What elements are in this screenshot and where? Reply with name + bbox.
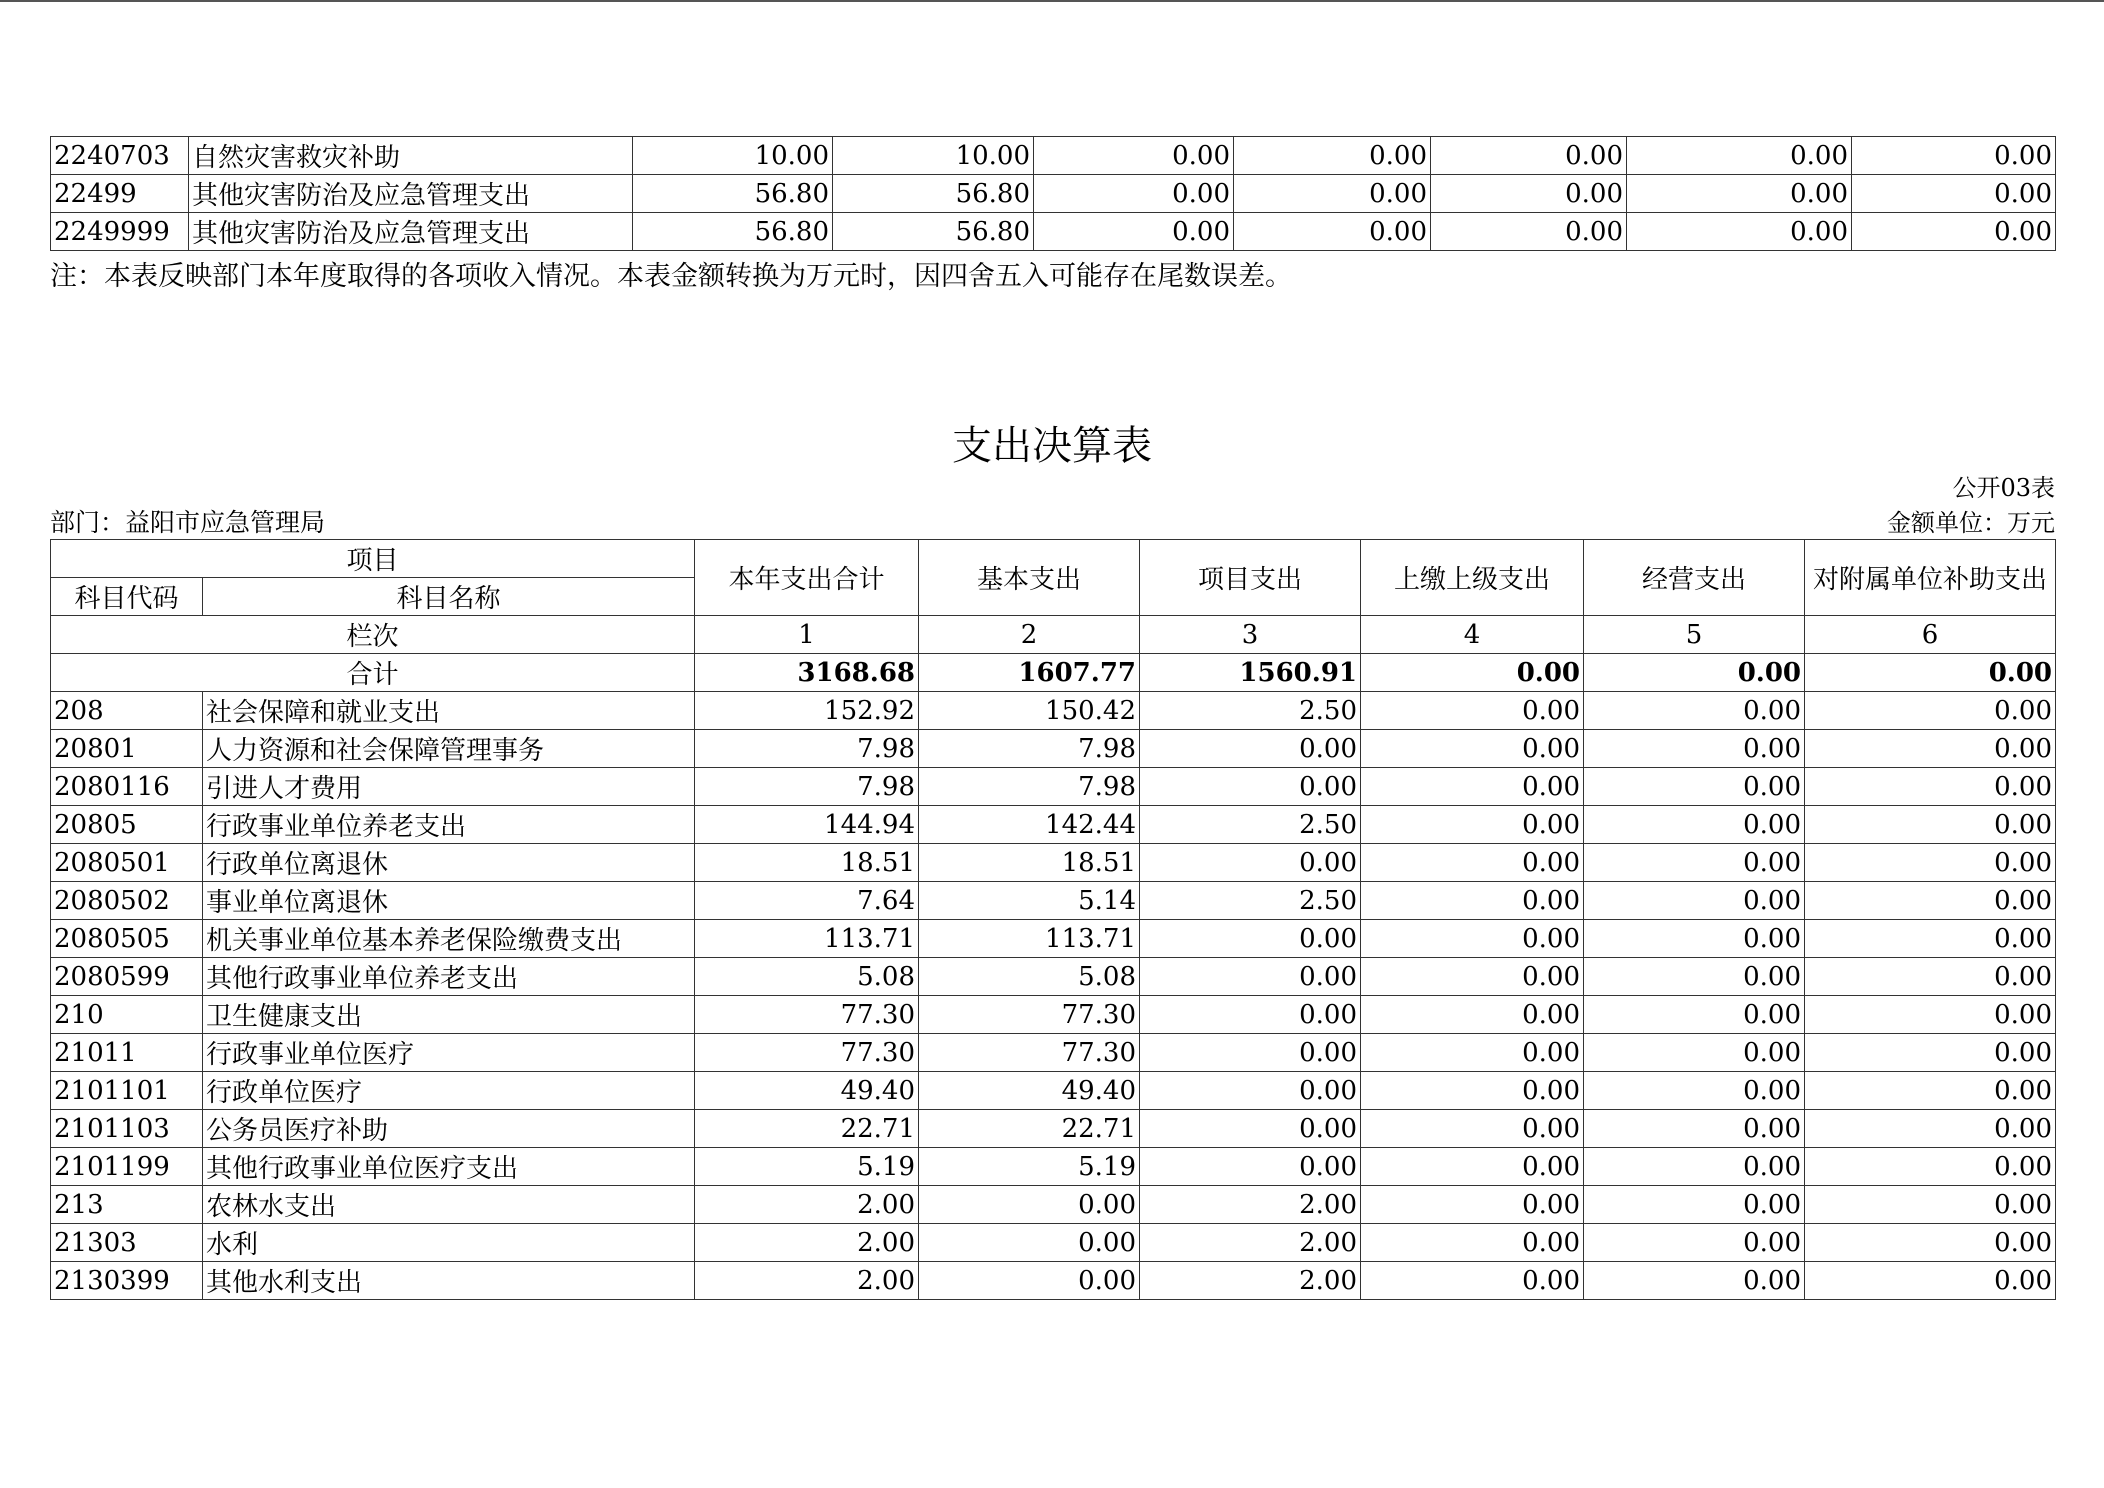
amount-cell: 0.00 bbox=[1805, 1072, 2056, 1110]
amount-cell: 0.00 bbox=[1584, 1224, 1805, 1262]
amount-cell: 0.00 bbox=[1361, 692, 1584, 730]
expenditure-table bbox=[50, 539, 2056, 1300]
amount-cell: 0.00 bbox=[1584, 692, 1805, 730]
amount-cell: 56.80 bbox=[833, 175, 1034, 213]
subject-code: 20805 bbox=[51, 806, 203, 844]
amount-cell: 0.00 bbox=[1805, 882, 2056, 920]
subject-code: 2240703 bbox=[51, 137, 189, 175]
subject-code: 2080116 bbox=[51, 768, 203, 806]
amount-cell: 0.00 bbox=[1805, 996, 2056, 1034]
amount-cell: 0.00 bbox=[1140, 844, 1361, 882]
amount-unit-label: 金额单位：万元 bbox=[1887, 509, 2055, 537]
amount-cell: 49.40 bbox=[695, 1072, 919, 1110]
seq-row bbox=[51, 616, 2056, 654]
seq-cell: 5 bbox=[1584, 616, 1805, 654]
amount-cell: 0.00 bbox=[1627, 137, 1852, 175]
amount-cell: 77.30 bbox=[695, 1034, 919, 1072]
amount-cell: 0.00 bbox=[1584, 1072, 1805, 1110]
amount-cell: 7.64 bbox=[695, 882, 919, 920]
amount-cell: 113.71 bbox=[695, 920, 919, 958]
amount-cell: 0.00 bbox=[1234, 175, 1431, 213]
subject-name: 其他行政事业单位养老支出 bbox=[203, 958, 695, 996]
amount-cell: 2.00 bbox=[695, 1186, 919, 1224]
total-value: 0.00 bbox=[1584, 654, 1805, 692]
table-row bbox=[51, 692, 2056, 730]
seq-cell: 2 bbox=[919, 616, 1140, 654]
amount-cell: 0.00 bbox=[1805, 806, 2056, 844]
amount-cell: 5.08 bbox=[695, 958, 919, 996]
amount-cell: 0.00 bbox=[1584, 844, 1805, 882]
amount-cell: 0.00 bbox=[1361, 1034, 1584, 1072]
amount-cell: 0.00 bbox=[1584, 1262, 1805, 1300]
page-top-border bbox=[0, 0, 2104, 2]
table-row bbox=[51, 730, 2056, 768]
header-col-remit: 上缴上级支出 bbox=[1361, 540, 1584, 616]
subject-name: 农林水支出 bbox=[203, 1186, 695, 1224]
amount-cell: 0.00 bbox=[1140, 730, 1361, 768]
amount-cell: 0.00 bbox=[1361, 1224, 1584, 1262]
amount-cell: 0.00 bbox=[1361, 958, 1584, 996]
amount-cell: 5.08 bbox=[919, 958, 1140, 996]
amount-cell: 0.00 bbox=[1361, 1148, 1584, 1186]
amount-cell: 0.00 bbox=[1805, 844, 2056, 882]
subject-code: 2080599 bbox=[51, 958, 203, 996]
amount-cell: 0.00 bbox=[1034, 213, 1234, 251]
subject-name: 卫生健康支出 bbox=[203, 996, 695, 1034]
total-value: 1560.91 bbox=[1140, 654, 1361, 692]
amount-cell: 0.00 bbox=[1805, 1224, 2056, 1262]
amount-cell: 0.00 bbox=[1140, 1034, 1361, 1072]
amount-cell: 0.00 bbox=[1805, 768, 2056, 806]
amount-cell: 0.00 bbox=[1361, 996, 1584, 1034]
subject-code: 2080502 bbox=[51, 882, 203, 920]
amount-cell: 77.30 bbox=[695, 996, 919, 1034]
amount-cell: 0.00 bbox=[1584, 730, 1805, 768]
subject-code: 2249999 bbox=[51, 213, 189, 251]
table-row bbox=[51, 996, 2056, 1034]
amount-cell: 0.00 bbox=[1805, 1034, 2056, 1072]
amount-cell: 2.00 bbox=[1140, 1186, 1361, 1224]
subject-name: 行政事业单位养老支出 bbox=[203, 806, 695, 844]
amount-cell: 0.00 bbox=[919, 1262, 1140, 1300]
page-title: 支出决算表 bbox=[952, 423, 1152, 469]
table-row bbox=[51, 1224, 2056, 1262]
amount-cell: 0.00 bbox=[1140, 1072, 1361, 1110]
form-number: 公开03表 bbox=[1952, 474, 2055, 502]
amount-cell: 0.00 bbox=[1805, 730, 2056, 768]
subject-name: 社会保障和就业支出 bbox=[203, 692, 695, 730]
amount-cell: 0.00 bbox=[1431, 213, 1627, 251]
table-row bbox=[51, 806, 2056, 844]
department-label: 部门：益阳市应急管理局 bbox=[50, 508, 326, 537]
amount-cell: 0.00 bbox=[1805, 1262, 2056, 1300]
amount-cell: 49.40 bbox=[919, 1072, 1140, 1110]
amount-cell: 7.98 bbox=[919, 768, 1140, 806]
total-value: 3168.68 bbox=[695, 654, 919, 692]
amount-cell: 2.00 bbox=[695, 1262, 919, 1300]
seq-cell: 6 bbox=[1805, 616, 2056, 654]
amount-cell: 77.30 bbox=[919, 996, 1140, 1034]
amount-cell: 0.00 bbox=[1627, 175, 1852, 213]
subject-code: 22499 bbox=[51, 175, 189, 213]
total-row bbox=[51, 654, 2056, 692]
amount-cell: 0.00 bbox=[1140, 1148, 1361, 1186]
amount-cell: 56.80 bbox=[833, 213, 1034, 251]
subject-name: 事业单位离退休 bbox=[203, 882, 695, 920]
amount-cell: 0.00 bbox=[1361, 730, 1584, 768]
header-col-subsidy: 对附属单位补助支出 bbox=[1805, 540, 2056, 616]
amount-cell: 0.00 bbox=[1361, 1262, 1584, 1300]
total-value: 1607.77 bbox=[919, 654, 1140, 692]
amount-cell: 0.00 bbox=[1584, 920, 1805, 958]
amount-cell: 2.00 bbox=[1140, 1224, 1361, 1262]
subject-code: 2080505 bbox=[51, 920, 203, 958]
amount-cell: 0.00 bbox=[1584, 806, 1805, 844]
amount-cell: 0.00 bbox=[1140, 1110, 1361, 1148]
amount-cell: 0.00 bbox=[1584, 958, 1805, 996]
subject-code: 20801 bbox=[51, 730, 203, 768]
amount-cell: 0.00 bbox=[1361, 1072, 1584, 1110]
table-row bbox=[51, 768, 2056, 806]
amount-cell: 0.00 bbox=[1805, 958, 2056, 996]
subject-code: 210 bbox=[51, 996, 203, 1034]
amount-cell: 0.00 bbox=[1140, 768, 1361, 806]
table-row bbox=[51, 213, 2056, 251]
amount-cell: 150.42 bbox=[919, 692, 1140, 730]
amount-cell: 0.00 bbox=[1805, 1110, 2056, 1148]
amount-cell: 0.00 bbox=[919, 1186, 1140, 1224]
subject-code: 2101199 bbox=[51, 1148, 203, 1186]
amount-cell: 18.51 bbox=[695, 844, 919, 882]
amount-cell: 77.30 bbox=[919, 1034, 1140, 1072]
table-row bbox=[51, 920, 2056, 958]
subject-name: 其他水利支出 bbox=[203, 1262, 695, 1300]
amount-cell: 56.80 bbox=[633, 175, 833, 213]
amount-cell: 2.00 bbox=[1140, 1262, 1361, 1300]
subject-name: 其他灾害防治及应急管理支出 bbox=[189, 213, 633, 251]
amount-cell: 0.00 bbox=[1140, 958, 1361, 996]
amount-cell: 0.00 bbox=[1584, 768, 1805, 806]
table-note: 注：本表反映部门本年度取得的各项收入情况。本表金额转换为万元时，因四舍五入可能存在尾数误差。 bbox=[50, 261, 1292, 292]
amount-cell: 0.00 bbox=[1361, 844, 1584, 882]
header-code: 科目代码 bbox=[51, 578, 203, 616]
table-row bbox=[51, 882, 2056, 920]
subject-code: 21303 bbox=[51, 1224, 203, 1262]
amount-cell: 22.71 bbox=[695, 1110, 919, 1148]
subject-name: 人力资源和社会保障管理事务 bbox=[203, 730, 695, 768]
table-row bbox=[51, 844, 2056, 882]
amount-cell: 0.00 bbox=[1584, 1034, 1805, 1072]
amount-cell: 0.00 bbox=[1234, 213, 1431, 251]
amount-cell: 2.00 bbox=[695, 1224, 919, 1262]
amount-cell: 0.00 bbox=[1140, 920, 1361, 958]
amount-cell: 0.00 bbox=[1034, 175, 1234, 213]
header-col-operating: 经营支出 bbox=[1584, 540, 1805, 616]
amount-cell: 10.00 bbox=[833, 137, 1034, 175]
amount-cell: 0.00 bbox=[1361, 768, 1584, 806]
amount-cell: 152.92 bbox=[695, 692, 919, 730]
amount-cell: 5.19 bbox=[919, 1148, 1140, 1186]
amount-cell: 0.00 bbox=[1584, 1110, 1805, 1148]
subject-name: 水利 bbox=[203, 1224, 695, 1262]
amount-cell: 0.00 bbox=[1234, 137, 1431, 175]
amount-cell: 0.00 bbox=[1805, 1148, 2056, 1186]
header-col-project: 项目支出 bbox=[1140, 540, 1361, 616]
seq-label: 栏次 bbox=[51, 616, 695, 654]
amount-cell: 0.00 bbox=[1361, 882, 1584, 920]
amount-cell: 0.00 bbox=[1361, 920, 1584, 958]
header-name: 科目名称 bbox=[203, 578, 695, 616]
amount-cell: 0.00 bbox=[1140, 996, 1361, 1034]
amount-cell: 0.00 bbox=[1431, 175, 1627, 213]
amount-cell: 0.00 bbox=[1805, 920, 2056, 958]
amount-cell: 0.00 bbox=[1805, 692, 2056, 730]
seq-cell: 1 bbox=[695, 616, 919, 654]
header-item: 项目 bbox=[51, 540, 695, 578]
subject-code: 208 bbox=[51, 692, 203, 730]
amount-cell: 7.98 bbox=[919, 730, 1140, 768]
subject-code: 21011 bbox=[51, 1034, 203, 1072]
amount-cell: 113.71 bbox=[919, 920, 1140, 958]
amount-cell: 0.00 bbox=[1627, 213, 1852, 251]
subject-name: 引进人才费用 bbox=[203, 768, 695, 806]
amount-cell: 142.44 bbox=[919, 806, 1140, 844]
amount-cell: 5.19 bbox=[695, 1148, 919, 1186]
total-value: 0.00 bbox=[1805, 654, 2056, 692]
subject-name: 其他行政事业单位医疗支出 bbox=[203, 1148, 695, 1186]
amount-cell: 18.51 bbox=[919, 844, 1140, 882]
header-row-1 bbox=[51, 540, 2056, 578]
amount-cell: 56.80 bbox=[633, 213, 833, 251]
subject-name: 行政单位离退休 bbox=[203, 844, 695, 882]
table-row bbox=[51, 137, 2056, 175]
income-table-continuation bbox=[50, 136, 2056, 251]
amount-cell: 5.14 bbox=[919, 882, 1140, 920]
amount-cell: 7.98 bbox=[695, 768, 919, 806]
amount-cell: 0.00 bbox=[1361, 1110, 1584, 1148]
amount-cell: 144.94 bbox=[695, 806, 919, 844]
table-row bbox=[51, 1148, 2056, 1186]
total-label: 合计 bbox=[51, 654, 695, 692]
total-value: 0.00 bbox=[1361, 654, 1584, 692]
table-row bbox=[51, 1262, 2056, 1300]
subject-name: 公务员医疗补助 bbox=[203, 1110, 695, 1148]
amount-cell: 0.00 bbox=[1852, 213, 2056, 251]
subject-name: 行政事业单位医疗 bbox=[203, 1034, 695, 1072]
header-col-basic: 基本支出 bbox=[919, 540, 1140, 616]
table-row bbox=[51, 958, 2056, 996]
seq-cell: 4 bbox=[1361, 616, 1584, 654]
subject-name: 其他灾害防治及应急管理支出 bbox=[189, 175, 633, 213]
amount-cell: 0.00 bbox=[1805, 1186, 2056, 1224]
amount-cell: 0.00 bbox=[1361, 1186, 1584, 1224]
subject-name: 行政单位医疗 bbox=[203, 1072, 695, 1110]
subject-name: 自然灾害救灾补助 bbox=[189, 137, 633, 175]
amount-cell: 0.00 bbox=[1584, 1148, 1805, 1186]
amount-cell: 7.98 bbox=[695, 730, 919, 768]
amount-cell: 0.00 bbox=[1852, 175, 2056, 213]
amount-cell: 0.00 bbox=[1584, 1186, 1805, 1224]
amount-cell: 2.50 bbox=[1140, 692, 1361, 730]
subject-name: 机关事业单位基本养老保险缴费支出 bbox=[203, 920, 695, 958]
subject-code: 2101103 bbox=[51, 1110, 203, 1148]
seq-cell: 3 bbox=[1140, 616, 1361, 654]
amount-cell: 0.00 bbox=[1852, 137, 2056, 175]
subject-code: 2130399 bbox=[51, 1262, 203, 1300]
subject-code: 213 bbox=[51, 1186, 203, 1224]
table-row bbox=[51, 175, 2056, 213]
subject-code: 2080501 bbox=[51, 844, 203, 882]
amount-cell: 22.71 bbox=[919, 1110, 1140, 1148]
amount-cell: 2.50 bbox=[1140, 882, 1361, 920]
amount-cell: 0.00 bbox=[919, 1224, 1140, 1262]
amount-cell: 0.00 bbox=[1431, 137, 1627, 175]
amount-cell: 0.00 bbox=[1034, 137, 1234, 175]
table-row bbox=[51, 1110, 2056, 1148]
table-row bbox=[51, 1186, 2056, 1224]
subject-code: 2101101 bbox=[51, 1072, 203, 1110]
amount-cell: 0.00 bbox=[1584, 882, 1805, 920]
table-row bbox=[51, 1034, 2056, 1072]
amount-cell: 0.00 bbox=[1361, 806, 1584, 844]
amount-cell: 0.00 bbox=[1584, 996, 1805, 1034]
table-row bbox=[51, 1072, 2056, 1110]
amount-cell: 10.00 bbox=[633, 137, 833, 175]
amount-cell: 2.50 bbox=[1140, 806, 1361, 844]
header-col-total: 本年支出合计 bbox=[695, 540, 919, 616]
